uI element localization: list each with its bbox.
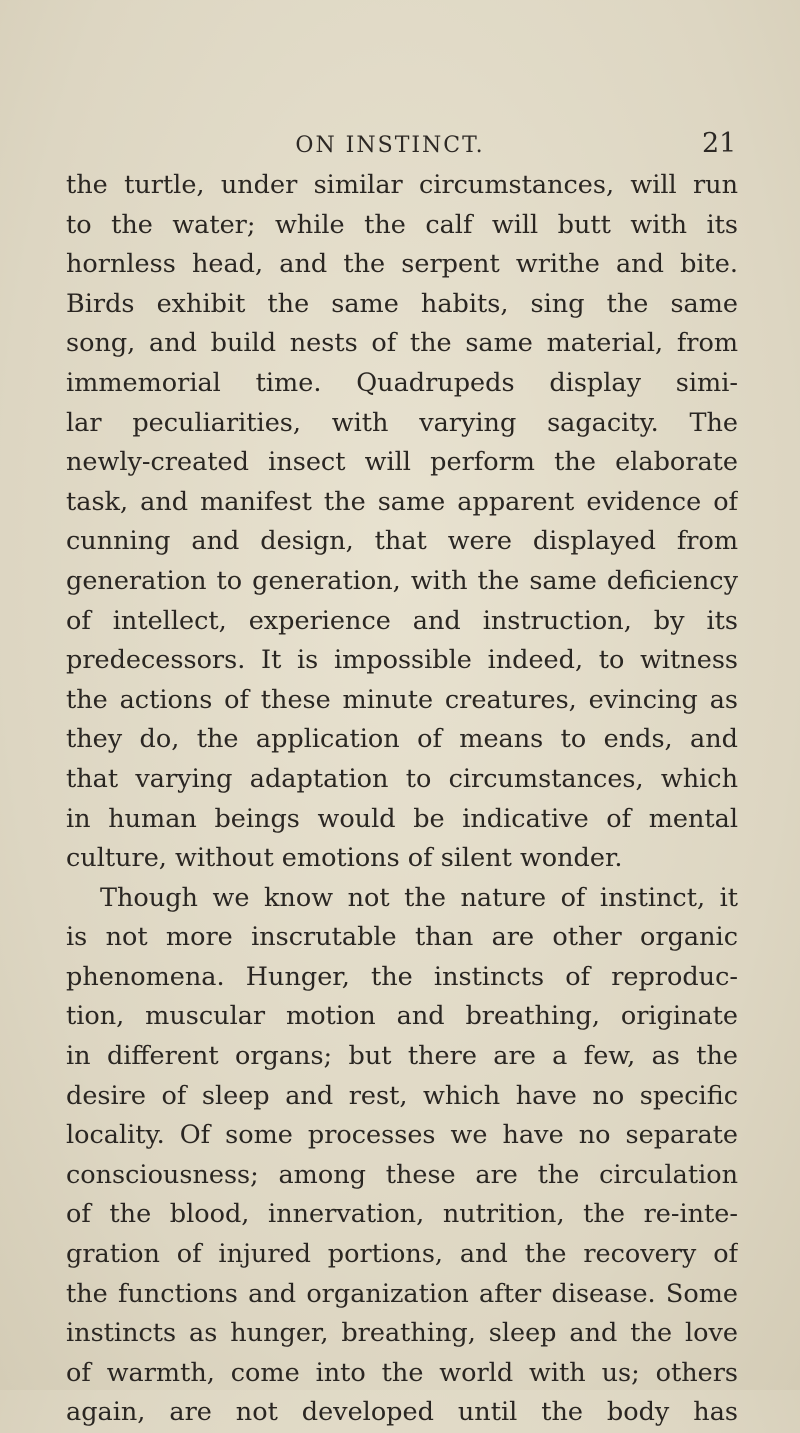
text-line: of warmth, come into the world with us; others: [66, 1357, 738, 1388]
text-line: they do, the application of means to ends, and: [66, 724, 738, 755]
text-line: desire of sleep and rest, which have no specific: [66, 1080, 738, 1111]
text-line: of intellect, experience and instruction, by its: [66, 605, 738, 636]
text-line: again, are not developed until the body has: [66, 1397, 738, 1428]
text-line: in human beings would be indicative of mental: [66, 803, 738, 834]
text-line: the turtle, under similar circumstances, will run: [66, 170, 738, 200]
text-line: newly-created insect will perform the elaborate: [66, 447, 738, 478]
text-line: the actions of these minute creatures, evincing as: [66, 684, 738, 715]
text-line: consciousness; among these are the circulation: [66, 1159, 738, 1190]
text-line: is not more inscrutable than are other organic: [66, 922, 738, 953]
text-line: that varying adaptation to circumstances, which: [66, 763, 738, 794]
text-line: lar peculiarities, with varying sagacity. The: [66, 407, 738, 438]
text-line: gration of injured portions, and the recovery of: [66, 1239, 738, 1270]
text-line: locality. Of some processes we have no separate: [66, 1120, 738, 1151]
text-line: of the blood, innervation, nutrition, the re-inte-: [66, 1199, 738, 1230]
text-line: phenomena. Hunger, the instincts of reproduc-: [66, 961, 738, 992]
text-line: Though we know not the nature of instinct, it: [100, 882, 738, 913]
text-line: predecessors. It is impossible indeed, to witness: [66, 645, 738, 676]
page-number: 21: [702, 128, 737, 159]
text-line: task, and manifest the same apparent evidence of: [66, 486, 738, 517]
text-line: hornless head, and the serpent writhe and bite.: [66, 249, 738, 280]
text-line: instincts as hunger, breathing, sleep and the love: [66, 1318, 738, 1349]
text-line: tion, muscular motion and breathing, originate: [66, 1001, 738, 1032]
running-head: ON INSTINCT.: [295, 133, 485, 158]
text-line: generation to generation, with the same deficiency: [66, 565, 738, 596]
text-line: Birds exhibit the same habits, sing the same: [66, 288, 738, 319]
text-line: culture, without emotions of silent wonder.: [66, 843, 623, 874]
text-line: in different organs; but there are a few, as the: [66, 1041, 738, 1072]
text-line: the functions and organization after disease. Some: [66, 1278, 738, 1309]
body-text: [66, 166, 738, 1433]
text-line: immemorial time. Quadrupeds display simi-: [66, 367, 738, 398]
text-line: song, and build nests of the same material, from: [66, 328, 738, 359]
text-line: to the water; while the calf will butt with its: [66, 209, 738, 240]
text-line: cunning and design, that were displayed from: [66, 526, 738, 557]
